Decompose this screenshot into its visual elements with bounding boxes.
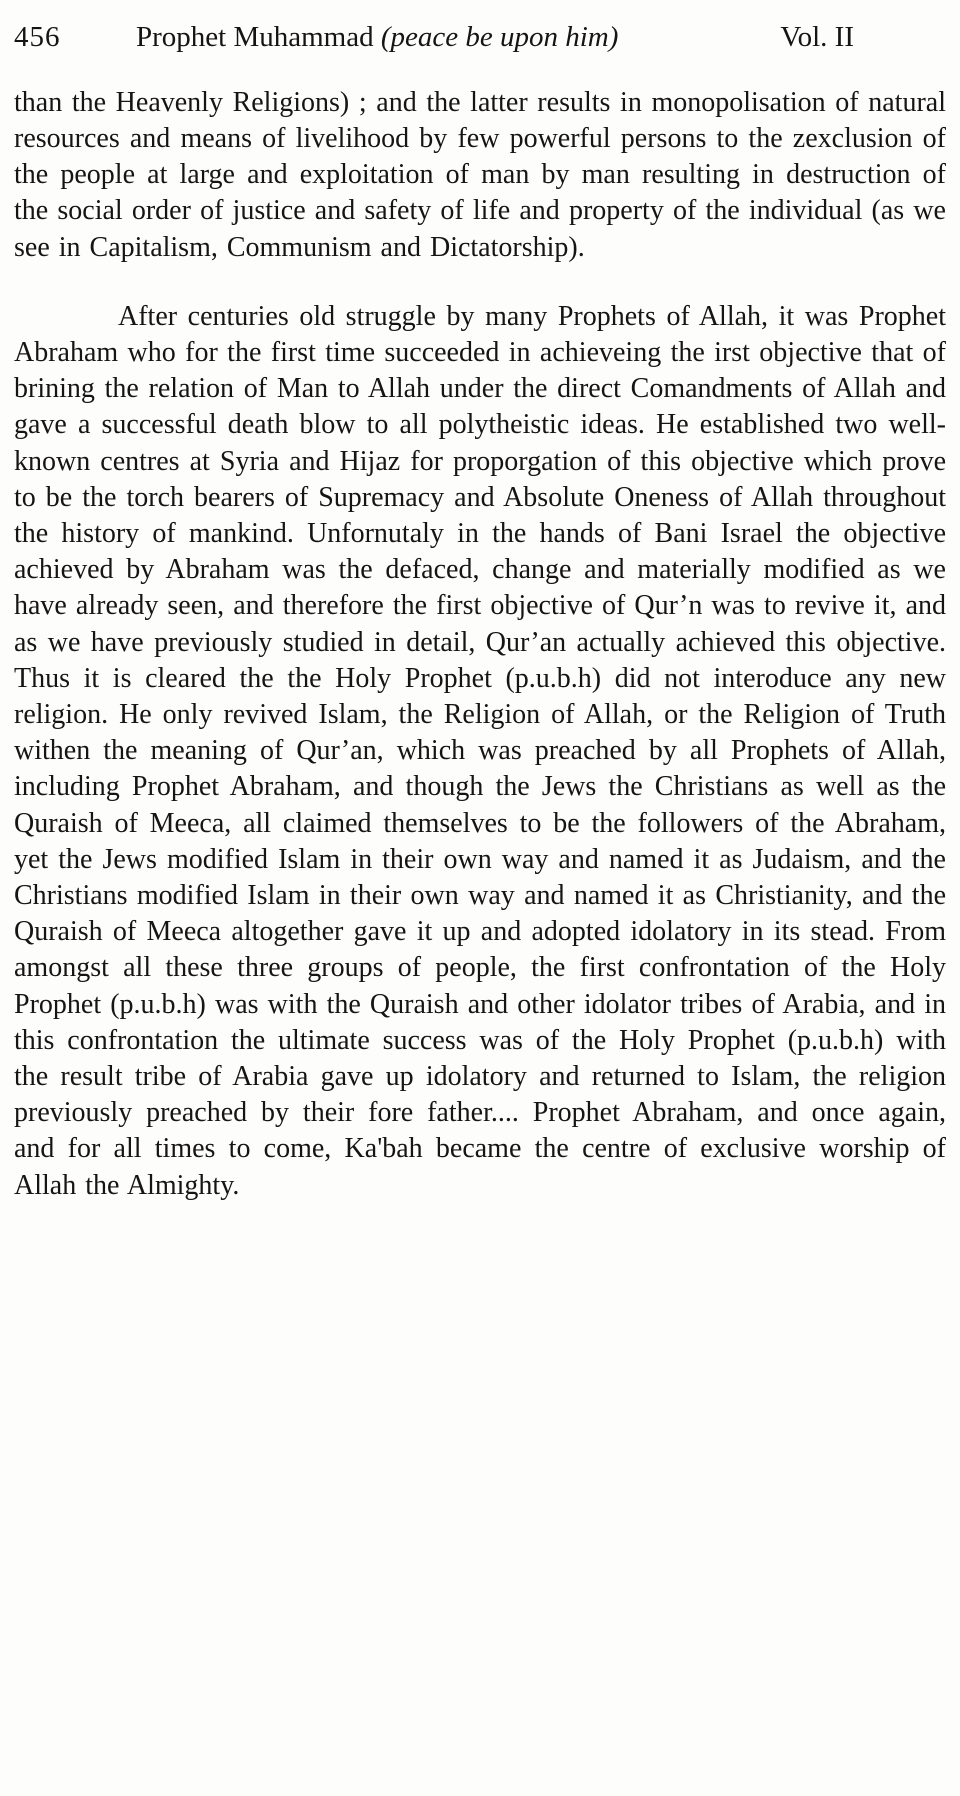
page-body (14, 85, 946, 1204)
volume-label: Vol. II (780, 21, 854, 53)
page-header (14, 16, 946, 55)
book-title-italic: (peace be upon him) (380, 21, 619, 53)
body-paragraph-1: than the Heavenly Religions) ; and the latter results in monopolisation of natural resources and means of livelihood by few powerful persons to the zexclusion of the people at large and exploitation of man by man resulting in destruction of the social order of justice and safety of life and property of the individual (as we see in Capitalism, Communism and Dictatorship). (14, 86, 946, 263)
body-paragraph-2: After centuries old struggle by many Prophets of Allah, it was Prophet Abraham who for the first time succeeded in achieveing the irst objective that of brining the relation of Man to Allah under the direct Comandments of Allah and gave a successful death blow to all polytheistic ideas. He established two well-known centres at Syria and Hijaz for proporgation of this objective which prove to be the torch bearers of Supremacy and Absolute Oneness of Allah throughout the history of mankind. Unfornutaly in the hands of Bani Israel the objective achieved by Abraham was the defaced, change and materially modified as we have already seen, and therefore the first objective of Qur’n was to revive it, and as we have previously studied in detail, Qur’an actually achieved this objective. Thus it is cleared the the Holy Prophet (p.u.b.h) did not interoduce any new religion. He only revived Islam, the Religion of Allah, or the Religion of Truth withen the meaning of Qur’an, which was preached by all Prophets of Allah, including Prophet Abraham, and though the Jews the Christians as well as the Quraish of Meeca, all claimed themselves to be the followers of the Abraham, yet the Jews modified Islam in their own way and named it as Judaism, and the Christians modified Islam in their own way and named it as Christianity, and the Quraish of Meeca altogether gave it up and adopted idolatory in its stead. From amongst all these three groups of people, the first confrontation of the Holy Prophet (p.u.b.h) was with the Quraish and other idolator tribes of Arabia, and in this confrontation the ultimate success was of the Holy Prophet (p.u.b.h) with the result tribe of Arabia gave up idolatory and returned to Islam, the religion previously preached by their fore father.... Prophet Abraham, and once again, and for all times to come, Ka'bah became the centre of exclusive worship of Allah the Almighty. (14, 300, 946, 1201)
page-number: 456 (14, 21, 61, 53)
book-title (136, 20, 618, 55)
book-title-roman: Prophet Muhammad (136, 21, 381, 53)
